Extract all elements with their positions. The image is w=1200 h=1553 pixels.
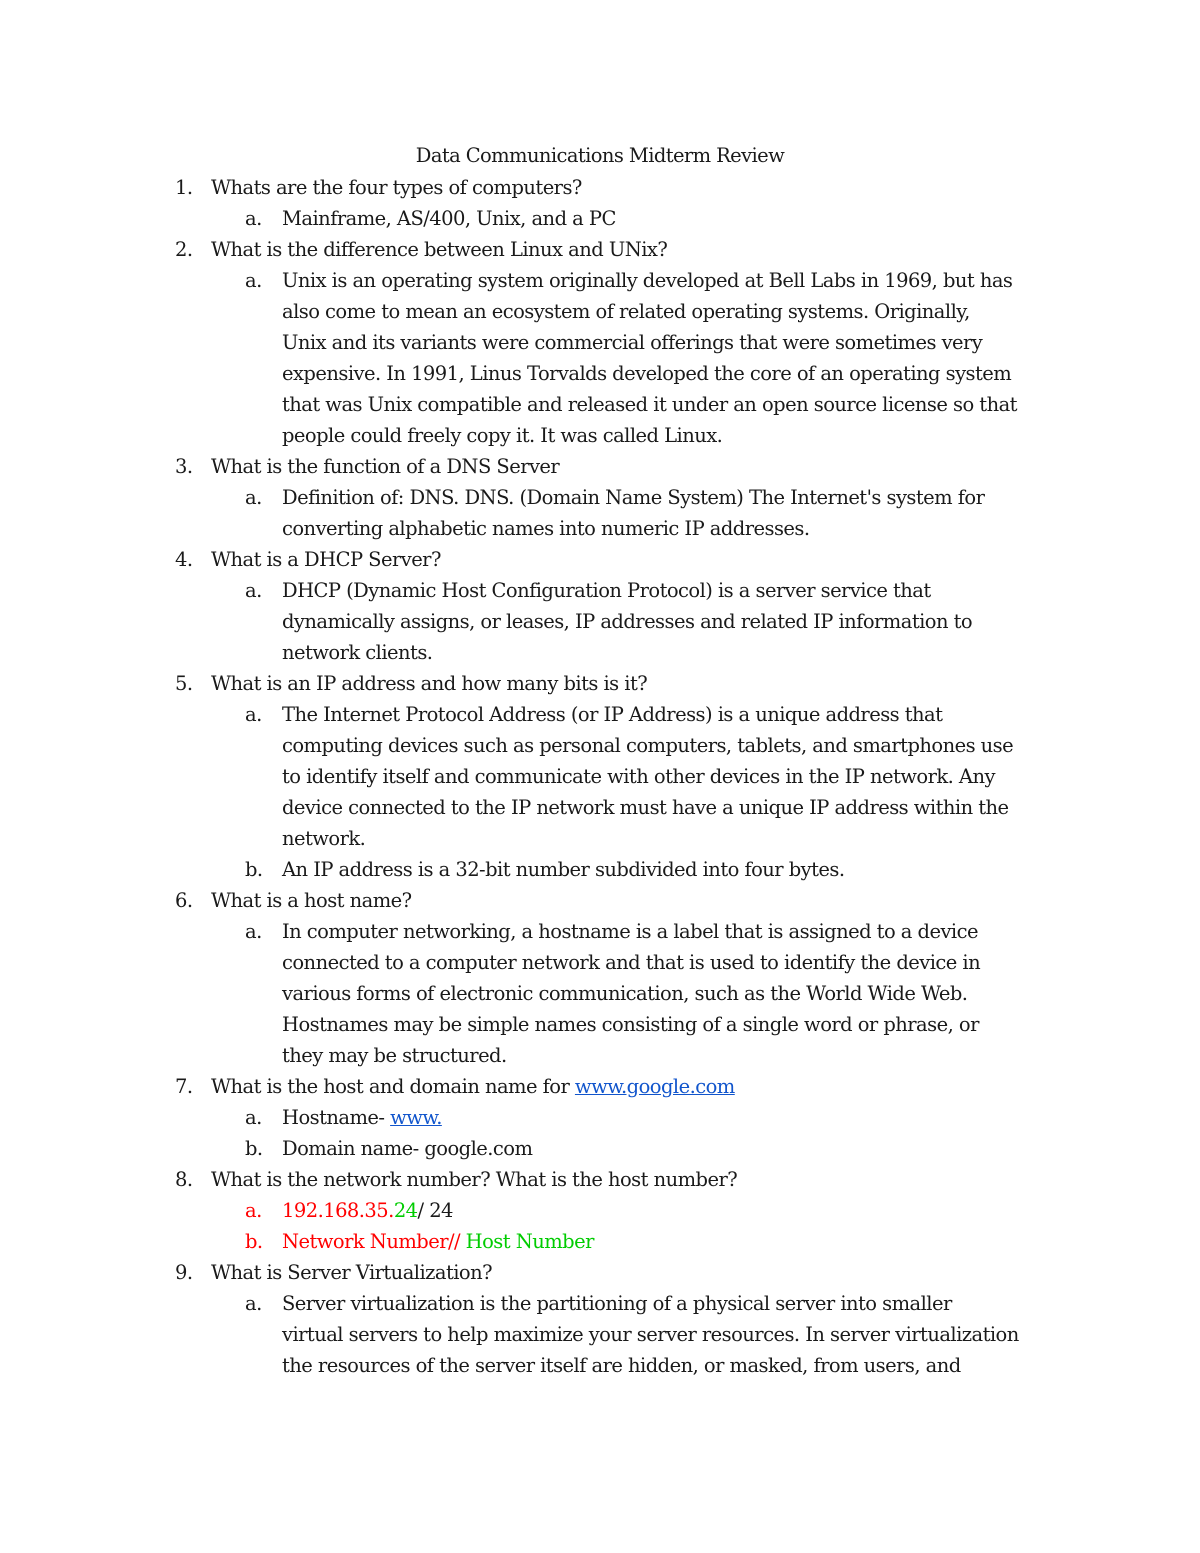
answer-label: a. xyxy=(245,579,262,602)
question-text: What is a DHCP Server? xyxy=(211,548,441,571)
answer-line: Definition of: DNS. DNS. (Domain Name System) The Internet's system for xyxy=(282,486,985,509)
answer-line xyxy=(282,1102,442,1133)
question-text: What is the network number? What is the host number? xyxy=(211,1168,738,1191)
answer-label: a. xyxy=(245,1292,262,1315)
answer-line: An IP address is a 32-bit number subdivided into four bytes. xyxy=(282,858,845,881)
answer-line: DHCP (Dynamic Host Configuration Protocol) is a server service that xyxy=(282,579,931,602)
answer-label: b. xyxy=(245,858,263,881)
answer-line: various forms of electronic communication, such as the World Wide Web. xyxy=(282,982,968,1005)
answer-line: expensive. In 1991, Linus Torvalds developed the core of an operating system xyxy=(282,362,1012,385)
answer-line: Server virtualization is the partitioning of a physical server into smaller xyxy=(282,1292,952,1315)
google-link[interactable]: www.google.com xyxy=(574,1075,735,1098)
question-text: What is the function of a DNS Server xyxy=(211,455,560,478)
question-number: 4. xyxy=(175,548,193,571)
page-title: Data Communications Midterm Review xyxy=(415,144,785,167)
host-number-label: Host Number xyxy=(460,1230,594,1253)
question-text: What is Server Virtualization? xyxy=(211,1261,493,1284)
answer-label: a. xyxy=(245,1106,262,1129)
answer-label: a. xyxy=(245,269,262,292)
question-text xyxy=(211,1071,735,1102)
question-text: Whats are the four types of computers? xyxy=(211,176,582,199)
question-number: 5. xyxy=(175,672,193,695)
www-link[interactable]: www. xyxy=(390,1106,442,1129)
answer-line xyxy=(282,1195,453,1226)
question-number: 6. xyxy=(175,889,193,912)
answer-line: network. xyxy=(282,827,366,850)
answer-label: a. xyxy=(245,703,262,726)
answer-line: computing devices such as personal computers, tablets, and smartphones use xyxy=(282,734,1014,757)
answer-label: b. xyxy=(245,1137,263,1160)
answer-line: people could freely copy it. It was called Linux. xyxy=(282,424,723,447)
question-text: What is an IP address and how many bits is it? xyxy=(211,672,648,695)
answer-line: Mainframe, AS/400, Unix, and a PC xyxy=(282,207,616,230)
question-number: 3. xyxy=(175,455,193,478)
question-number: 1. xyxy=(175,176,193,199)
answer-line: connected to a computer network and that is used to identify the device in xyxy=(282,951,981,974)
answer-line: The Internet Protocol Address (or IP Address) is a unique address that xyxy=(282,703,943,726)
answer-line: they may be structured. xyxy=(282,1044,507,1067)
question-text-prefix: What is the host and domain name for xyxy=(211,1075,575,1098)
answer-line: the resources of the server itself are hidden, or masked, from users, and xyxy=(282,1354,961,1377)
hostname-prefix: Hostname- xyxy=(282,1106,391,1129)
network-portion: 192.168.35. xyxy=(282,1199,394,1222)
host-portion: 24 xyxy=(393,1199,418,1222)
answer-label: a. xyxy=(245,486,262,509)
answer-line: also come to mean an ecosystem of related operating systems. Originally, xyxy=(282,300,970,323)
question-number: 9. xyxy=(175,1261,193,1284)
answer-line: network clients. xyxy=(282,641,433,664)
answer-label: a. xyxy=(245,920,262,943)
question-number: 7. xyxy=(175,1075,193,1098)
answer-label: b. xyxy=(245,1230,263,1253)
answer-line: that was Unix compatible and released it under an open source license so that xyxy=(282,393,1017,416)
question-number: 8. xyxy=(175,1168,193,1191)
answer-label: a. xyxy=(245,207,262,230)
answer-line: converting alphabetic names into numeric IP addresses. xyxy=(282,517,810,540)
answer-line xyxy=(282,1226,594,1257)
network-number-label: Network Number// xyxy=(282,1230,461,1253)
question-text: What is the difference between Linux and UNix? xyxy=(211,238,668,261)
answer-line: device connected to the IP network must have a unique IP address within the xyxy=(282,796,1009,819)
answer-line: Domain name- google.com xyxy=(282,1137,533,1160)
answer-line: Unix is an operating system originally developed at Bell Labs in 1969, but has xyxy=(282,269,1013,292)
question-text: What is a host name? xyxy=(211,889,412,912)
answer-line: to identify itself and communicate with other devices in the IP network. Any xyxy=(282,765,995,788)
prefix-length: / 24 xyxy=(417,1199,453,1222)
answer-line: virtual servers to help maximize your server resources. In server virtualization xyxy=(282,1323,1019,1346)
answer-line: dynamically assigns, or leases, IP addresses and related IP information to xyxy=(282,610,973,633)
answer-line: In computer networking, a hostname is a label that is assigned to a device xyxy=(282,920,978,943)
answer-label: a. xyxy=(245,1199,262,1222)
answer-line: Unix and its variants were commercial offerings that were sometimes very xyxy=(282,331,983,354)
question-number: 2. xyxy=(175,238,193,261)
answer-line: Hostnames may be simple names consisting of a single word or phrase, or xyxy=(282,1013,979,1036)
